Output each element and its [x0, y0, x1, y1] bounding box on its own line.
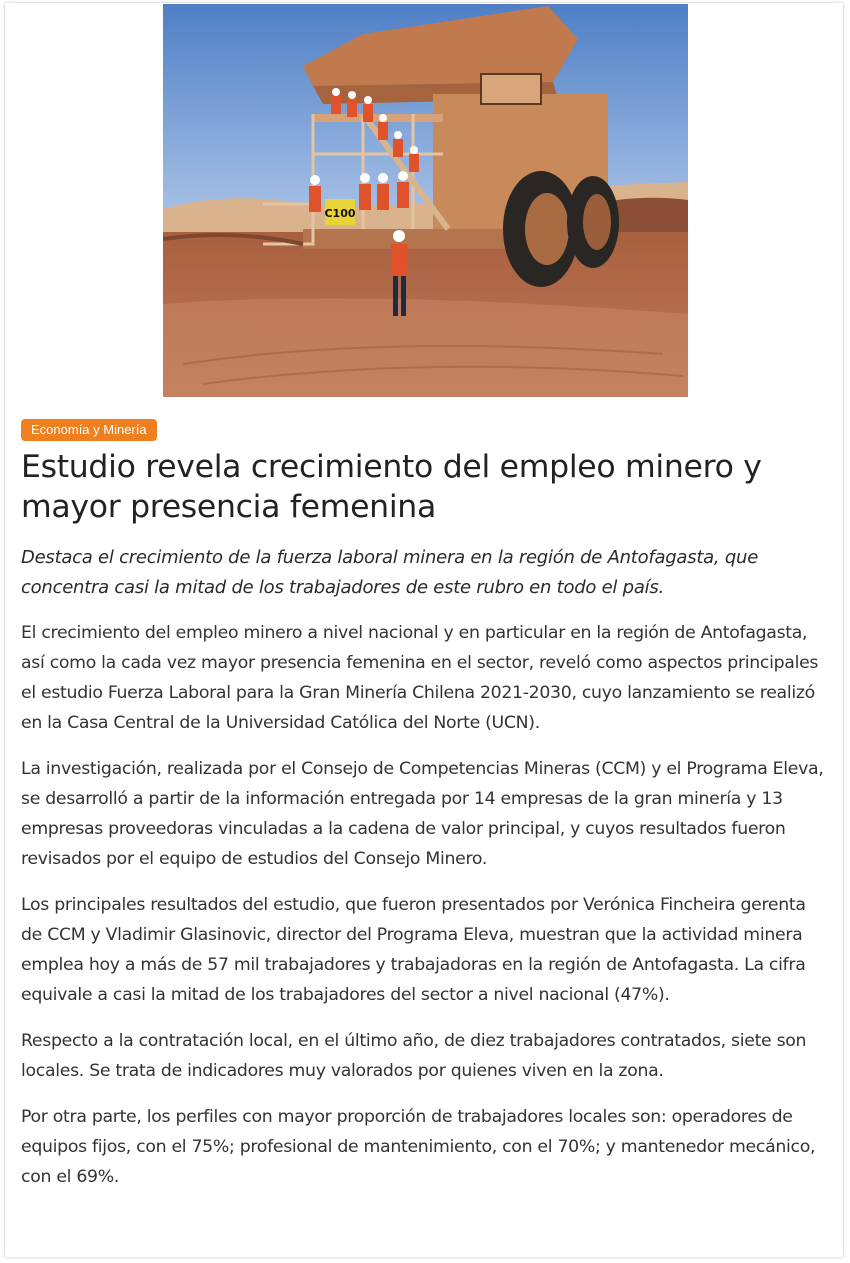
article-paragraph: El crecimiento del empleo minero a nivel nacional y en particular en la región de Antofagasta, así como la cada vez mayor presencia femenina en el sector, reveló como aspectos principales el estudio Fuerza Laboral para la Gran Minería Chilena 2021-2030, cuyo lanzamiento se realizó en la Casa Central de la Universidad Católica del Norte (UCN). — [21, 623, 819, 733]
article-lead: Destaca el crecimiento de la fuerza laboral minera en la región de Antofagasta, que concentra casi la mitad de los trabajadores de este rubro en todo el país. — [21, 547, 759, 598]
article-paragraph: Por otra parte, los perfiles con mayor proporción de trabajadores locales son: operadores de equipos fijos, con el 75%; profesional de mantenimiento, con el 70%; y mantenedor mecánico, con el 69%. — [21, 1107, 816, 1187]
article-image — [163, 4, 688, 397]
category-badge[interactable]: Economía y Minería — [21, 419, 157, 441]
article-body — [21, 618, 831, 1208]
article-card — [5, 3, 843, 1257]
article-title: Estudio revela crecimiento del empleo minero y mayor presencia femenina — [21, 449, 762, 525]
article-paragraph: Los principales resultados del estudio, que fueron presentados por Verónica Fincheira gerenta de CCM y Vladimir Glasinovic, director del Programa Eleva, muestran que la actividad minera emplea hoy a más de 57 mil trabajadores y trabajadoras en la región de Antofagasta. La cifra equivale a casi la mitad de los trabajadores del sector a nivel nacional (47%). — [21, 895, 806, 1005]
article-paragraph: La investigación, realizada por el Consejo de Competencias Mineras (CCM) y el Programa Eleva, se desarrolló a partir de la información entregada por 14 empresas de la gran minería y 13 empresas proveedoras vinculadas a la cadena de valor principal, y cuyos resultados fueron revisados por el equipo de estudios del Consejo Minero. — [21, 759, 824, 869]
article-paragraph: Respecto a la contratación local, en el último año, de diez trabajadores contratados, siete son locales. Se trata de indicadores muy valorados por quienes viven en la zona. — [21, 1031, 807, 1081]
truck-number-sign: C100 — [324, 207, 356, 220]
